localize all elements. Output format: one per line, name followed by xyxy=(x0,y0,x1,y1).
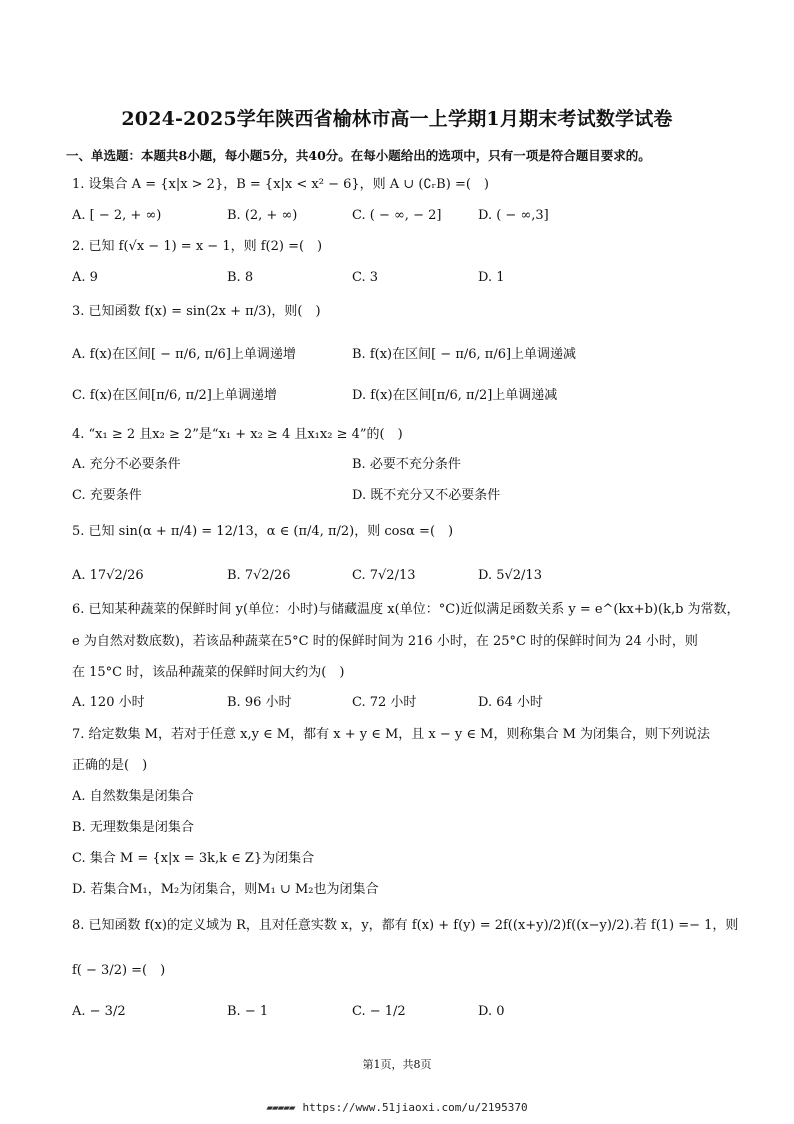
question-4-stem: 4. “x₁ ≥ 2 且x₂ ≥ 2”是“x₁ + x₂ ≥ 4 且x₁x₂ ≥ 4”的( ) xyxy=(72,427,403,442)
q2-option-b: B. 8 xyxy=(227,270,254,285)
q6-option-c: C. 72 小时 xyxy=(352,695,417,710)
q6-option-d: D. 64 小时 xyxy=(478,695,543,710)
question-8-line-1: 8. 已知函数 f(x)的定义域为 R，且对任意实数 x，y，都有 f(x) + f(y) = 2f((x+y)/2)f((x−y)/2).若 f(1) =− 1，则 xyxy=(72,918,739,933)
question-8-line-2: f( − 3/2) =( ) xyxy=(72,963,166,978)
watermark-logo-icon: ▰▰▰▰▰ xyxy=(266,1101,295,1114)
question-1-stem: 1. 设集合 A = {x|x > 2}，B = {x|x < x² − 6}，则 A ∪ (∁ᵣB) =( ) xyxy=(72,177,489,192)
q7-option-c: C. 集合 M = {x|x = 3k,k ∈ Z}为闭集合 xyxy=(72,851,315,866)
q8-option-d: D. 0 xyxy=(478,1004,505,1019)
q7-option-d: D. 若集合M₁，M₂为闭集合，则M₁ ∪ M₂也为闭集合 xyxy=(72,882,379,897)
question-2-stem: 2. 已知 f(√x − 1) = x − 1，则 f(2) =( ) xyxy=(72,239,323,254)
q2-option-a: A. 9 xyxy=(72,270,98,285)
watermark xyxy=(0,1101,794,1114)
page-footer: 第1页，共8页 xyxy=(362,1058,432,1071)
q5-option-c: C. 7√2/13 xyxy=(352,568,416,583)
q4-option-d: D. 既不充分又不必要条件 xyxy=(352,488,501,503)
page-title: 2024-2025学年陕西省榆林市高一上学期1月期末考试数学试卷 xyxy=(121,108,673,130)
question-6-line-1: 6. 已知某种蔬菜的保鲜时间 y(单位：小时)与储藏温度 x(单位：°C)近似满足函数关系 y = e^(kx+b)(k,b 为常数， xyxy=(72,602,740,617)
q6-option-a: A. 120 小时 xyxy=(72,695,145,710)
q5-option-d: D. 5√2/13 xyxy=(478,568,542,583)
q5-option-b: B. 7√2/26 xyxy=(227,568,291,583)
q2-option-d: D. 1 xyxy=(478,270,505,285)
q3-option-a: A. f(x)在区间[ − π/6, π/6]上单调递增 xyxy=(72,347,296,362)
q8-option-b: B. − 1 xyxy=(227,1004,269,1019)
q1-option-b: B. (2, + ∞) xyxy=(227,208,298,223)
question-6-line-3: 在 15°C 时，该品种蔬菜的保鲜时间大约为( ) xyxy=(72,665,345,680)
question-7-line-1: 7. 给定数集 M，若对于任意 x,y ∈ M，都有 x + y ∈ M，且 x − y ∈ M，则称集合 M 为闭集合，则下列说法 xyxy=(72,727,711,742)
q8-option-a: A. − 3/2 xyxy=(72,1004,126,1019)
q4-option-a: A. 充分不必要条件 xyxy=(72,457,181,472)
q3-option-c: C. f(x)在区间[π/6, π/2]上单调递增 xyxy=(72,388,277,403)
q1-option-c: C. ( − ∞, − 2] xyxy=(352,208,442,223)
q5-option-a: A. 17√2/26 xyxy=(72,568,144,583)
question-3-stem: 3. 已知函数 f(x) = sin(2x + π/3)，则( ) xyxy=(72,304,321,319)
q8-option-c: C. − 1/2 xyxy=(352,1004,406,1019)
q1-option-d: D. ( − ∞,3] xyxy=(478,208,549,223)
q4-option-c: C. 充要条件 xyxy=(72,488,142,503)
question-5-stem: 5. 已知 sin(α + π/4) = 12/13，α ∈ (π/4, π/2)，则 cosα =( ) xyxy=(72,524,454,539)
q1-option-a: A. [ − 2, + ∞) xyxy=(72,208,162,223)
q4-option-b: B. 必要不充分条件 xyxy=(352,457,461,472)
q7-option-b: B. 无理数集是闭集合 xyxy=(72,820,194,835)
q3-option-d: D. f(x)在区间[π/6, π/2]上单调递减 xyxy=(352,388,558,403)
question-7-line-2: 正确的是( ) xyxy=(72,758,148,773)
section-heading: 一、单选题：本题共8小题，每小题5分，共40分。在每小题给出的选项中，只有一项是符合题目要求的。 xyxy=(66,148,651,163)
q6-option-b: B. 96 小时 xyxy=(227,695,292,710)
q7-option-a: A. 自然数集是闭集合 xyxy=(72,789,194,804)
watermark-url[interactable]: https://www.51jiaoxi.com/u/2195370 xyxy=(302,1101,528,1114)
q2-option-c: C. 3 xyxy=(352,270,379,285)
q3-option-b: B. f(x)在区间[ − π/6, π/6]上单调递减 xyxy=(352,347,577,362)
question-6-line-2: e 为自然对数底数)，若该品种蔬菜在5°C 时的保鲜时间为 216 小时，在 25°C 时的保鲜时间为 24 小时，则 xyxy=(72,634,698,649)
